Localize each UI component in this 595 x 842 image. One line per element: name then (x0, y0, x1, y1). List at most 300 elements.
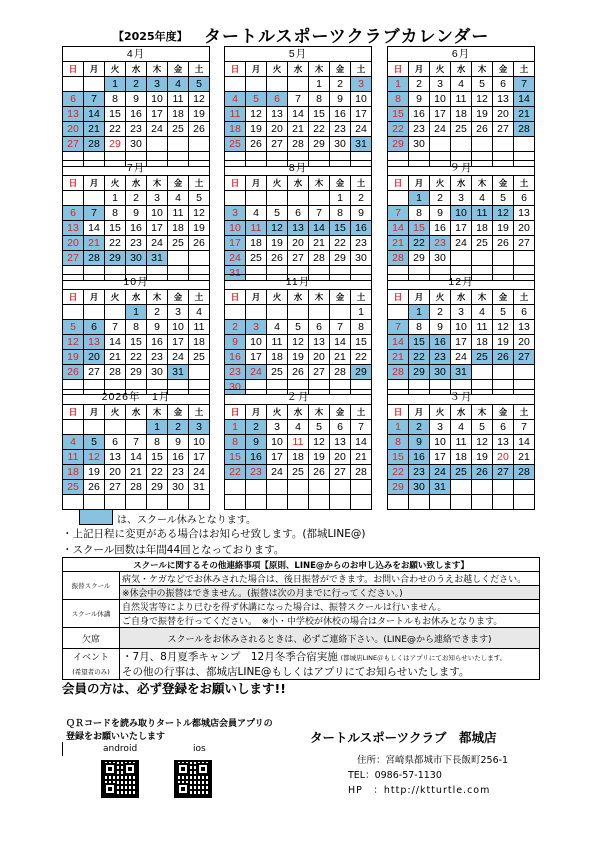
day-cell (126, 420, 147, 435)
day-cell: 19 (63, 350, 84, 365)
hope-text: その他の行事は、都城店LINE@もしくはアプリにてお知らせいたします。 (120, 664, 540, 680)
weekday-header: 日 (225, 405, 246, 420)
day-cell (246, 495, 267, 510)
weekday-header: 月 (409, 62, 430, 77)
day-cell: 6 (84, 320, 105, 335)
month-calendar (224, 46, 372, 167)
day-cell: 3 (267, 420, 288, 435)
day-cell: 8 (351, 320, 372, 335)
day-cell: 18 (168, 221, 189, 236)
weekday-header: 金 (330, 290, 351, 305)
day-cell: 15 (388, 450, 409, 465)
day-cell: 28 (84, 137, 105, 152)
day-cell: 9 (147, 320, 168, 335)
day-cell: 6 (63, 92, 84, 107)
day-cell: 15 (225, 450, 246, 465)
day-cell: 12 (63, 335, 84, 350)
day-cell: 16 (351, 221, 372, 236)
weekday-header: 月 (409, 290, 430, 305)
day-cell: 1 (351, 305, 372, 320)
day-cell: 14 (126, 450, 147, 465)
weekday-header: 金 (168, 405, 189, 420)
day-cell: 14 (84, 221, 105, 236)
month-title: ９月 (388, 161, 535, 176)
day-cell: 28 (514, 122, 535, 137)
day-cell (309, 305, 330, 320)
day-cell: 4 (472, 305, 493, 320)
day-cell: 21 (309, 236, 330, 251)
day-cell (288, 77, 309, 92)
day-cell (225, 191, 246, 206)
weekday-header: 土 (351, 176, 372, 191)
weekday-header: 土 (351, 290, 372, 305)
weekday-header: 日 (63, 290, 84, 305)
weekday-header: 日 (388, 62, 409, 77)
day-cell (225, 77, 246, 92)
day-cell: 21 (84, 236, 105, 251)
day-cell: 5 (267, 206, 288, 221)
day-cell: 8 (105, 206, 126, 221)
weekday-header: 日 (388, 176, 409, 191)
day-cell: 30 (430, 365, 451, 380)
day-cell: 31 (168, 365, 189, 380)
shop-tel: TEL：0986-57-1130 (348, 770, 442, 781)
day-cell: 21 (126, 465, 147, 480)
month-title: ３月 (388, 390, 535, 405)
day-cell: 1 (409, 305, 430, 320)
day-cell: 10 (147, 92, 168, 107)
day-cell: 5 (472, 77, 493, 92)
day-cell: 28 (288, 137, 309, 152)
day-cell: 23 (409, 122, 430, 137)
day-cell: 5 (472, 420, 493, 435)
month-calendar (387, 46, 535, 167)
day-cell: 12 (189, 92, 210, 107)
day-cell: 12 (246, 107, 267, 122)
day-cell: 10 (430, 435, 451, 450)
day-cell: 4 (246, 206, 267, 221)
day-cell: 4 (288, 420, 309, 435)
day-cell (430, 495, 451, 510)
day-cell (451, 137, 472, 152)
day-cell: 17 (246, 350, 267, 365)
day-cell: 1 (225, 420, 246, 435)
day-cell: 5 (309, 420, 330, 435)
day-cell (84, 305, 105, 320)
weekday-header: 日 (388, 290, 409, 305)
day-cell: 8 (388, 435, 409, 450)
day-cell: 4 (472, 191, 493, 206)
day-cell: 8 (309, 92, 330, 107)
weekday-header: 土 (514, 405, 535, 420)
day-cell (288, 305, 309, 320)
weekday-header: 金 (493, 176, 514, 191)
day-cell: 14 (330, 335, 351, 350)
day-cell: 14 (388, 335, 409, 350)
day-cell: 24 (351, 122, 372, 137)
month-calendar (387, 389, 535, 510)
day-cell: 20 (514, 221, 535, 236)
day-cell: 1 (330, 191, 351, 206)
day-cell: 26 (309, 465, 330, 480)
day-cell: 7 (388, 320, 409, 335)
day-cell: 18 (225, 122, 246, 137)
day-cell: 22 (388, 122, 409, 137)
day-cell: 30 (168, 480, 189, 495)
day-cell: 6 (493, 420, 514, 435)
day-cell (84, 77, 105, 92)
day-cell: 8 (147, 435, 168, 450)
day-cell: 2 (409, 77, 430, 92)
day-cell (267, 191, 288, 206)
day-cell: 23 (330, 122, 351, 137)
transfer-text-1: 病気・ケガなどでお休みされた場合は、後日振替ができます。お問い合わせのうえお越しください。 (120, 572, 540, 586)
day-cell: 30 (430, 251, 451, 266)
day-cell (493, 480, 514, 495)
day-cell: 2 (225, 320, 246, 335)
day-cell (472, 495, 493, 510)
day-cell: 5 (493, 191, 514, 206)
day-cell: 25 (168, 122, 189, 137)
weekday-header: 月 (409, 405, 430, 420)
day-cell: 29 (309, 137, 330, 152)
day-cell: 27 (309, 365, 330, 380)
day-cell: 20 (330, 450, 351, 465)
day-cell: 20 (514, 335, 535, 350)
weekday-header: 金 (330, 176, 351, 191)
day-cell: 1 (126, 305, 147, 320)
day-cell: 28 (351, 465, 372, 480)
day-cell: 18 (267, 350, 288, 365)
register-notice: 会員の方は、必ず登録をお願いします!! (62, 681, 286, 696)
day-cell: 11 (225, 107, 246, 122)
day-cell: 28 (84, 251, 105, 266)
ios-label: ios (193, 744, 206, 754)
weekday-header: 木 (147, 290, 168, 305)
day-cell (472, 480, 493, 495)
day-cell: 18 (451, 450, 472, 465)
day-cell (189, 365, 210, 380)
day-cell: 23 (147, 350, 168, 365)
day-cell (430, 137, 451, 152)
weekday-header: 金 (330, 405, 351, 420)
day-cell: 13 (514, 320, 535, 335)
day-cell: 8 (330, 206, 351, 221)
day-cell: 11 (472, 206, 493, 221)
day-cell: 3 (147, 77, 168, 92)
day-cell: 18 (472, 221, 493, 236)
day-cell (514, 495, 535, 510)
weekday-header: 水 (451, 176, 472, 191)
weekday-header: 火 (430, 290, 451, 305)
day-cell: 2 (330, 77, 351, 92)
day-cell: 25 (225, 137, 246, 152)
day-cell: 22 (147, 465, 168, 480)
day-cell: 1 (409, 191, 430, 206)
day-cell (246, 480, 267, 495)
day-cell: 8 (409, 206, 430, 221)
day-cell: 16 (168, 450, 189, 465)
shop-name: タートルスポーツクラブ 都城店 (310, 730, 497, 745)
day-cell (63, 191, 84, 206)
day-cell: 20 (493, 450, 514, 465)
day-cell: 6 (267, 92, 288, 107)
day-cell: 3 (430, 420, 451, 435)
day-cell: 29 (147, 480, 168, 495)
day-cell: 25 (267, 365, 288, 380)
day-cell: 15 (330, 221, 351, 236)
day-cell: 27 (330, 465, 351, 480)
day-cell: 3 (451, 305, 472, 320)
day-cell: 1 (388, 77, 409, 92)
month-calendar (387, 160, 535, 281)
weekday-header: 火 (267, 405, 288, 420)
day-cell: 4 (168, 191, 189, 206)
month-calendar (62, 46, 210, 167)
day-cell: 13 (493, 435, 514, 450)
day-cell: 24 (267, 465, 288, 480)
day-cell: 27 (493, 122, 514, 137)
day-cell: 9 (430, 320, 451, 335)
day-cell (472, 251, 493, 266)
day-cell: 14 (288, 107, 309, 122)
day-cell: 27 (63, 251, 84, 266)
day-cell: 13 (63, 107, 84, 122)
day-cell: 25 (189, 350, 210, 365)
day-cell: 30 (225, 380, 246, 395)
day-cell (451, 251, 472, 266)
day-cell: 19 (189, 107, 210, 122)
weekday-header: 月 (409, 176, 430, 191)
weekday-header: 火 (267, 62, 288, 77)
weekday-header: 日 (63, 62, 84, 77)
weekday-header: 火 (105, 290, 126, 305)
day-cell (246, 77, 267, 92)
day-cell: 2 (168, 420, 189, 435)
day-cell: 22 (351, 350, 372, 365)
day-cell (225, 495, 246, 510)
weekday-header: 土 (189, 405, 210, 420)
weekday-header: 日 (63, 405, 84, 420)
day-cell: 22 (126, 350, 147, 365)
day-cell: 8 (409, 320, 430, 335)
weekday-header: 木 (472, 176, 493, 191)
day-cell: 7 (288, 92, 309, 107)
day-cell: 26 (493, 350, 514, 365)
weekday-header: 火 (105, 62, 126, 77)
day-cell (267, 77, 288, 92)
day-cell: 20 (493, 107, 514, 122)
day-cell: 31 (225, 266, 246, 281)
day-cell: 21 (105, 350, 126, 365)
day-cell: 27 (63, 137, 84, 152)
weekday-header: 土 (351, 62, 372, 77)
day-cell: 20 (63, 122, 84, 137)
day-cell (63, 495, 84, 510)
day-cell: 1 (309, 77, 330, 92)
day-cell: 9 (409, 92, 430, 107)
day-cell: 9 (246, 435, 267, 450)
day-cell: 1 (105, 191, 126, 206)
day-cell: 15 (147, 450, 168, 465)
weekday-header: 月 (246, 62, 267, 77)
day-cell: 17 (351, 107, 372, 122)
day-cell: 10 (451, 320, 472, 335)
day-cell: 21 (330, 350, 351, 365)
day-cell: 10 (451, 206, 472, 221)
day-cell: 28 (330, 365, 351, 380)
day-cell (84, 420, 105, 435)
year-label: 【2025年度】 (113, 30, 188, 43)
day-cell: 29 (409, 365, 430, 380)
month-title: 12月 (388, 275, 535, 290)
day-cell: 18 (189, 335, 210, 350)
day-cell: 1 (388, 420, 409, 435)
day-cell: 5 (84, 435, 105, 450)
day-cell (309, 191, 330, 206)
day-cell: 8 (388, 92, 409, 107)
day-cell: 6 (105, 435, 126, 450)
weekday-header: 月 (246, 405, 267, 420)
month-title: 10月 (63, 275, 210, 290)
day-cell: 20 (288, 236, 309, 251)
weekday-header: 金 (168, 176, 189, 191)
day-cell (309, 495, 330, 510)
day-cell: 9 (409, 435, 430, 450)
weekday-header: 日 (225, 62, 246, 77)
day-cell: 10 (168, 320, 189, 335)
day-cell: 24 (451, 350, 472, 365)
weekday-header: 日 (225, 176, 246, 191)
event-text: ・7月、8月夏季キャンプ 12月冬季合宿実施 (122, 651, 338, 663)
day-cell: 20 (267, 122, 288, 137)
weekday-header: 火 (430, 62, 451, 77)
day-cell: 27 (105, 480, 126, 495)
day-cell: 25 (288, 465, 309, 480)
day-cell (189, 251, 210, 266)
month-calendar (62, 160, 210, 281)
day-cell (351, 495, 372, 510)
day-cell: 13 (514, 206, 535, 221)
day-cell: 7 (330, 320, 351, 335)
day-cell: 3 (147, 191, 168, 206)
day-cell: 25 (63, 480, 84, 495)
day-cell: 13 (309, 335, 330, 350)
weekday-header: 木 (147, 62, 168, 77)
weekday-header: 水 (288, 290, 309, 305)
weekday-header: 土 (189, 176, 210, 191)
day-cell: 28 (388, 365, 409, 380)
month-title: 6月 (388, 47, 535, 62)
weekday-header: 水 (126, 405, 147, 420)
weekday-header: 火 (267, 290, 288, 305)
day-cell: 24 (451, 236, 472, 251)
day-cell: 1 (147, 420, 168, 435)
weekday-header: 土 (189, 290, 210, 305)
month-title: ２月 (225, 390, 372, 405)
day-cell: 2 (126, 191, 147, 206)
weekday-header: 金 (493, 405, 514, 420)
day-cell: 12 (267, 221, 288, 236)
day-cell: 19 (189, 221, 210, 236)
closure-label: スクール休講 (63, 600, 120, 628)
day-cell (288, 480, 309, 495)
day-cell: 6 (309, 320, 330, 335)
weekday-header: 木 (309, 290, 330, 305)
weekday-header: 木 (309, 405, 330, 420)
weekday-header: 金 (493, 290, 514, 305)
day-cell: 30 (330, 137, 351, 152)
month-calendar (62, 389, 210, 510)
day-cell: 4 (267, 320, 288, 335)
day-cell: 23 (126, 236, 147, 251)
rules-header: スクールに関するその他連絡事項【原則、LINE@からのお申し込みをお願い致します】 (63, 558, 540, 572)
day-cell: 24 (430, 465, 451, 480)
day-cell: 5 (288, 320, 309, 335)
day-cell: 26 (493, 236, 514, 251)
day-cell: 12 (493, 320, 514, 335)
weekday-header: 月 (84, 290, 105, 305)
day-cell: 22 (309, 122, 330, 137)
month-title: 11月 (225, 275, 372, 290)
day-cell: 9 (168, 435, 189, 450)
day-cell: 29 (330, 251, 351, 266)
day-cell: 7 (514, 77, 535, 92)
day-cell: 9 (351, 206, 372, 221)
legend-text: は、スクール休みとなります。 (117, 515, 256, 526)
day-cell: 11 (246, 221, 267, 236)
day-cell: 27 (493, 465, 514, 480)
day-cell: 22 (105, 122, 126, 137)
day-cell: 18 (288, 450, 309, 465)
day-cell: 2 (409, 420, 430, 435)
day-cell (267, 495, 288, 510)
day-cell: 11 (451, 435, 472, 450)
day-cell: 1 (105, 77, 126, 92)
day-cell: 28 (105, 365, 126, 380)
day-cell: 4 (168, 77, 189, 92)
day-cell: 2 (430, 191, 451, 206)
day-cell (493, 365, 514, 380)
day-cell (84, 495, 105, 510)
day-cell: 21 (288, 122, 309, 137)
day-cell: 7 (105, 320, 126, 335)
weekday-header: 火 (105, 405, 126, 420)
day-cell: 23 (168, 465, 189, 480)
day-cell: 28 (126, 480, 147, 495)
day-cell: 19 (493, 221, 514, 236)
day-cell: 5 (63, 320, 84, 335)
day-cell: 9 (225, 335, 246, 350)
month-title: 5月 (225, 47, 372, 62)
day-cell: 23 (246, 465, 267, 480)
day-cell (330, 495, 351, 510)
day-cell: 28 (388, 251, 409, 266)
day-cell: 15 (105, 107, 126, 122)
day-cell: 17 (189, 450, 210, 465)
transfer-label: 振替スクール (63, 572, 120, 600)
closure-text-2: ご自身で振替を行ってください。 ※小・中学校が休校の場合はタートルもお休みとなります。 (120, 614, 540, 628)
day-cell (309, 480, 330, 495)
day-cell: 15 (388, 107, 409, 122)
day-cell: 31 (147, 251, 168, 266)
divider (62, 742, 63, 756)
day-cell: 23 (351, 236, 372, 251)
event-label: イベント (63, 649, 120, 665)
day-cell: 3 (246, 320, 267, 335)
day-cell: 10 (246, 335, 267, 350)
day-cell: 22 (105, 236, 126, 251)
